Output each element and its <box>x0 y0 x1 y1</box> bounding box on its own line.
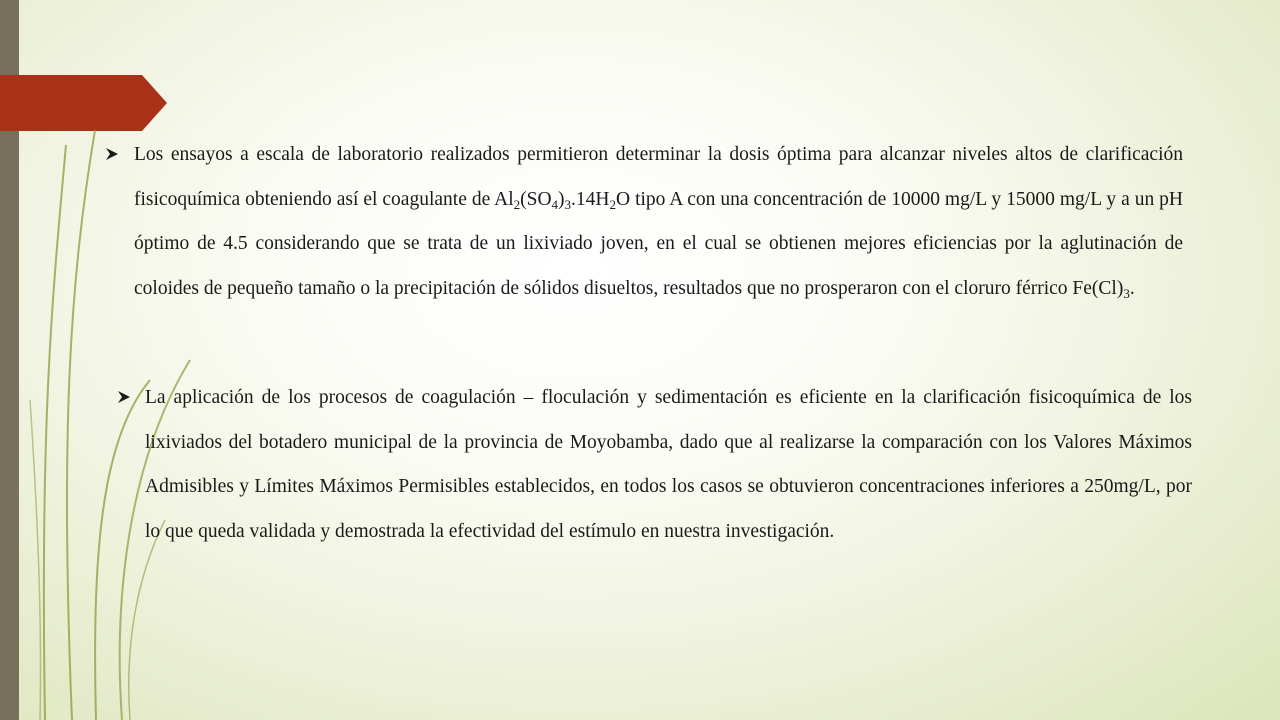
arrowhead-bullet-icon <box>117 390 131 404</box>
bullet-paragraph: La aplicación de los procesos de coagulación – floculación y sedimentación es eficiente en la clarificación fisicoquímica de los lixiviados del botadero municipal de la provincia de Moyobamba, dado que al realizarse la comparación con los Valores Máximos Admisibles y Límites Máximos Permisibles establecidos, en todos los casos se obtuvieron concentraciones inferiores a 250mg/L, por lo que queda validada y demostrada la efectividad del estímulo en nuestra investigación. <box>145 387 1192 542</box>
bullet-paragraph: Los ensayos a escala de laboratorio realizados permitieron determinar la dosis óptima para alcanzar niveles altos de clarificación fisicoquímica obteniendo así el coagulante de $Al_2(SO_4)_3.14H_2O$ tipo A con una concentración de 10000 mg/L y 15000 mg/L y a un pH óptimo de 4.5 considerando que se trata de un lixiviado joven, en el cual se obtienen mejores eficiencias por la aglutinación de coloides de pequeño tamaño o la precipitación de sólidos disueltos, resultados que no prosperaron con el cloruro férrico $Fe(Cl)_3$. <box>134 144 1183 301</box>
arrowhead-bullet-icon <box>105 147 119 161</box>
decorative-curves <box>0 0 200 720</box>
